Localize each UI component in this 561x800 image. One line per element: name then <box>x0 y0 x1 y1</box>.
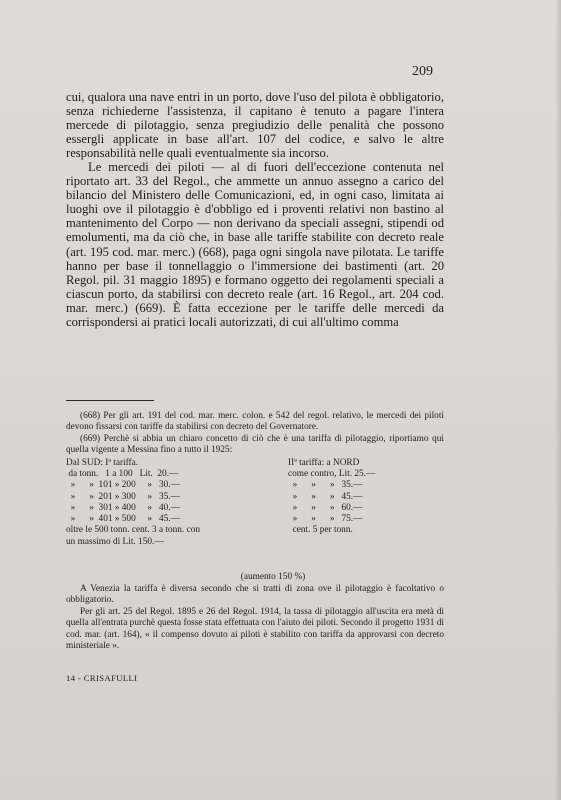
footnote-regolamento: Per gli art. 25 del Regol. 1895 e 26 del Regol. 1914, la tassa di pilotaggio all'uscita era metà di quella all'entrata purchè questa fosse stata effettuata con l'aiuto dei piloti. Secondo il progetto 1931 di cod. mar. (art. 164), « il compenso dovuto ai piloti è stabilito con tariffa da approvarsi con decreto ministeriale ». <box>66 606 444 652</box>
footnote-668: (668) Per gli art. 191 del cod. mar. merc. colon. e 542 del regol. relativo, le mercedi dei piloti devono fissarsi con tariffe da stabilirsi con decreto del Governatore. <box>66 411 444 433</box>
tariff-table <box>66 458 444 570</box>
signature-footer: 14 - CRISAFULLI <box>66 673 138 683</box>
page-number: 209 <box>412 64 433 79</box>
footnotes <box>66 411 444 652</box>
tariff-sud: Dal SUD: Iª tariffa. da tonn. 1 a 100 Lit. 20.— » » 101 » 200 » 30.— » » 201 » 300 » 35.— » » 301 » 400 » 40.— » » 401 » 500 » 45.— oltre le 500 tonn. cent. 3 a tonn. con un massimo di Lit. 150.— <box>66 457 200 547</box>
tariff-nord: IIª tariffa: a NORD come contro, Lit. 25.— » » » 35.— » » » 45.— » » » 60.— » » » 75.— cent. 5 per tonn. <box>288 457 376 536</box>
body-text <box>66 90 444 329</box>
paragraph: cui, qualora una nave entri in un porto, dove l'uso del pilota è obbligatorio, senza richiederne l'assistenza, il capitano è tenuto a pagare l'intera mercede di pilotaggio, senza pregiudizio delle penalità che possono essergli applicate in base all'art. 107 del codice, e salvo le altre responsabilità nelle quali eventualmente sia incorso. <box>66 90 444 161</box>
footnote-venezia: A Venezia la tariffa è diversa secondo che si tratti di zona ove il pilotaggio è facoltativo o obbligatorio. <box>66 584 444 606</box>
paragraph: Le mercedi dei piloti — al di fuori dell'eccezione contenuta nel riportato art. 33 del Regol., che ammette un annuo assegno a carico del bilancio del Ministero delle Comunicazioni, ed, in ogni caso, limitata ai luoghi ove il pilotaggio è d'obbligo ed i proventi relativi non bastino al mantenimento del Corpo — non derivano da speciali assegni, stipendi od emolumenti, ma da ciò che, in base alle tariffe stabilite con decreto reale (art. 195 cod. mar. merc.) (668), paga ogni singola nave pilotata. Le tariffe hanno per base il tonnellaggio o l'immersione dei bastimenti (art. 20 Regol. pil. 31 maggio 1895) e formano oggetto dei regolamenti speciali a ciascun porto, da stabilirsi con decreto reale (art. 16 Regol., art. 204 cod. mar. merc.) (669). È fatta eccezione per le tariffe delle mercedi da corrispondersi ai pratici locali autorizzati, di cui all'ultimo comma <box>66 160 444 329</box>
footnote-separator <box>66 400 154 401</box>
tariff-increase-note: (aumento 150 %) <box>240 571 306 582</box>
footnote-669-intro: (669) Perchè si abbia un chiaro concetto di ciò che è una tariffa di pilotaggio, riportiamo qui quella vigente a Messina fino a tutto il 1925: <box>66 433 444 456</box>
page-edge-shadow <box>555 0 561 800</box>
